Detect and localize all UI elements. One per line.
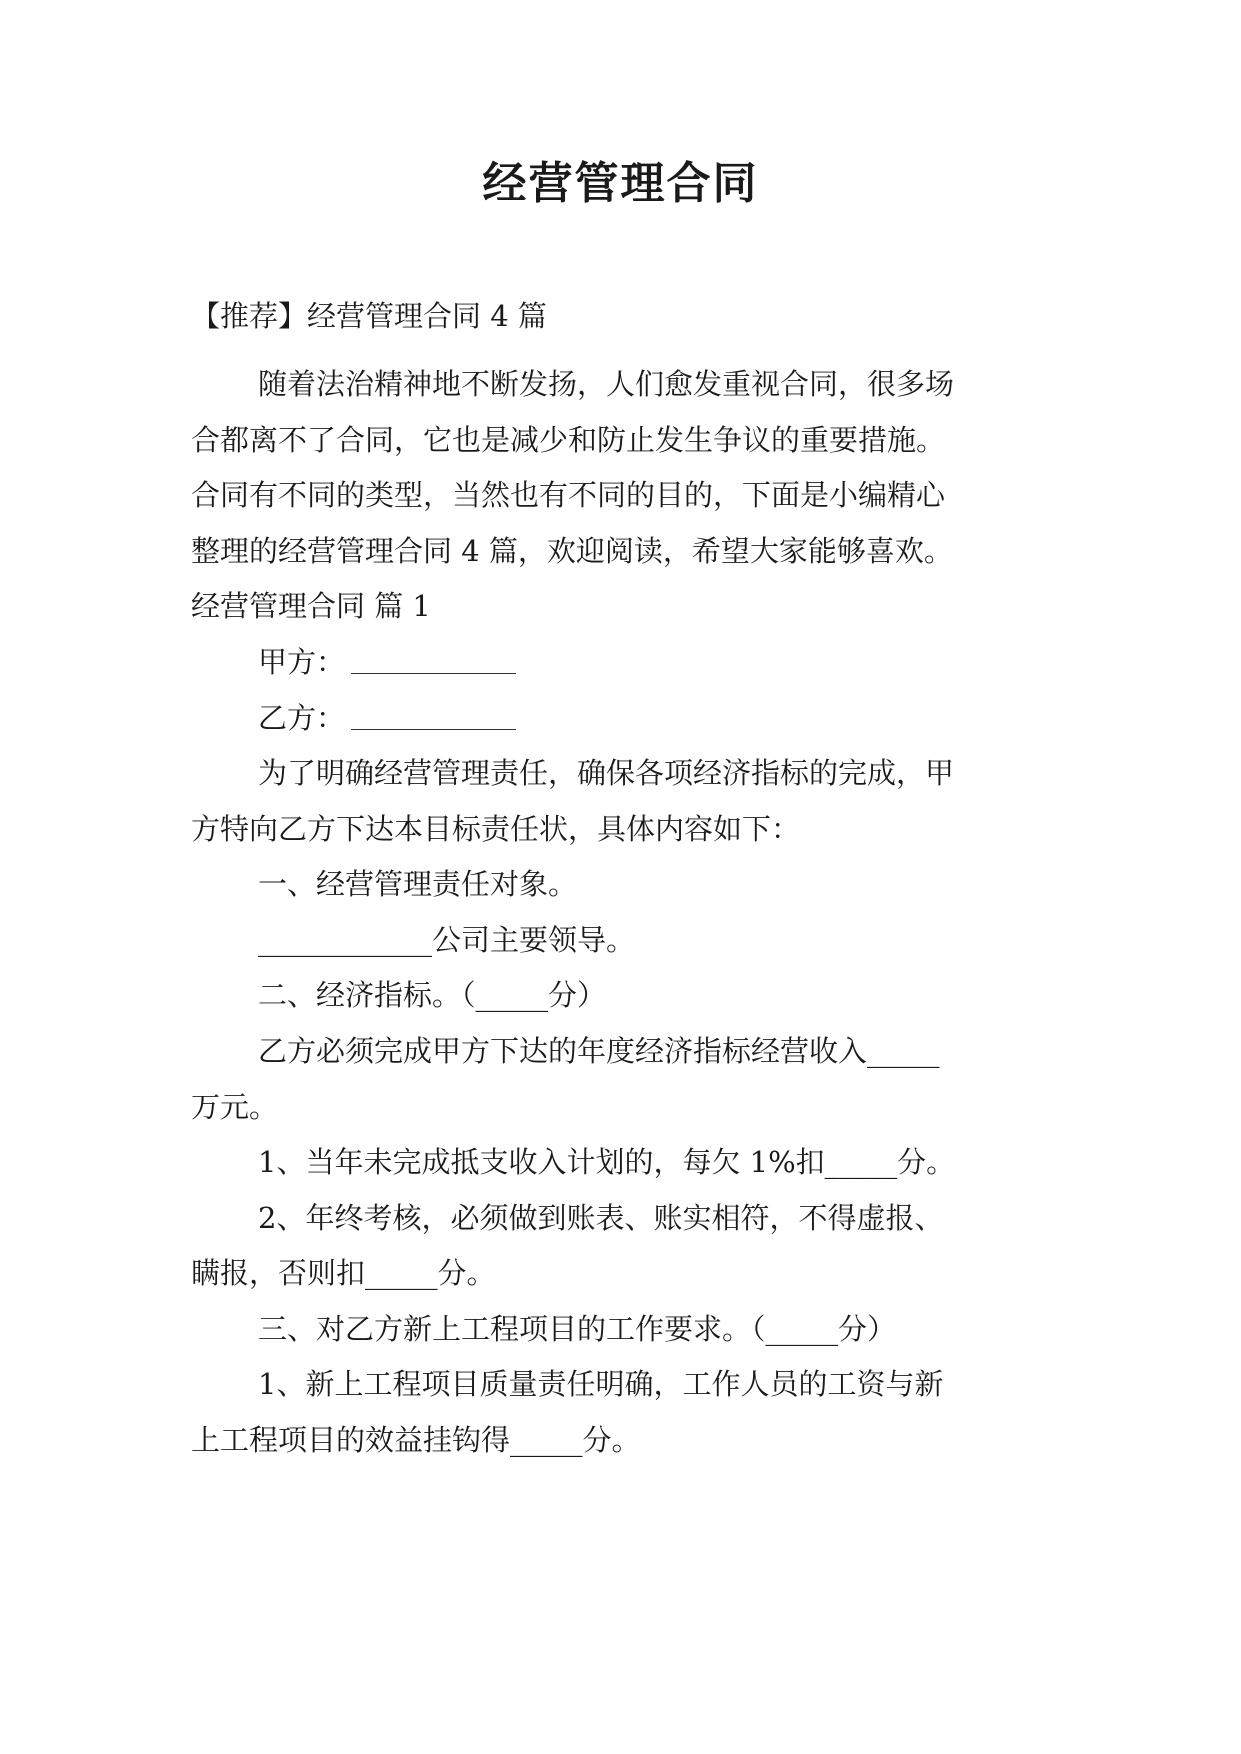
body-line-1: 为了明确经营管理责任，确保各项经济指标的完成，甲 [258,756,955,790]
intro-line-1: 随着法治精神地不断发扬，人们愈发重视合同，很多场 [258,367,955,401]
body-line-6: 乙方必须完成甲方下达的年度经济指标经营收入_____ [258,1034,940,1068]
body-line-2: 方特向乙方下达本目标责任状，具体内容如下： [191,812,801,846]
section-heading: 经营管理合同 篇 1 [191,589,431,623]
document-subtitle: 【推荐】经营管理合同 4 篇 [191,299,547,333]
party-b-line [258,698,516,738]
intro-line-2: 合都离不了合同，它也是减少和防止发生争议的重要措施。 [191,423,946,457]
body-line-8: 1、当年未完成抵支收入计划的，每欠 1%扣_____分。 [258,1145,956,1179]
body-line-3: 一、经营管理责任对象。 [258,867,578,901]
party-b-label: 乙方： [258,701,346,735]
body-line-9: 2、年终考核，必须做到账表、账实相符，不得虚报、 [258,1201,944,1235]
body-line-7: 万元。 [191,1090,279,1124]
body-line-12: 1、新上工程项目质量责任明确，工作人员的工资与新 [258,1367,944,1401]
party-a-line [258,642,516,682]
body-line-11: 三、对乙方新上工程项目的工作要求。（_____分） [258,1312,897,1346]
intro-line-3: 合同有不同的类型，当然也有不同的目的，下面是小编精心 [191,478,946,512]
body-line-13: 上工程项目的效益挂钩得_____分。 [191,1423,641,1457]
document-title: 经营管理合同 [482,158,759,209]
body-line-5: 二、经济指标。（_____分） [258,978,607,1012]
body-line-10: 瞒报，否则扣_____分。 [191,1256,496,1290]
intro-line-4: 整理的经营管理合同 4 篇，欢迎阅读，希望大家能够喜欢。 [191,534,953,568]
party-b-blank [351,701,516,730]
party-a-blank [351,645,516,674]
body-line-4: ____________公司主要领导。 [258,923,636,957]
party-a-label: 甲方： [258,645,346,679]
